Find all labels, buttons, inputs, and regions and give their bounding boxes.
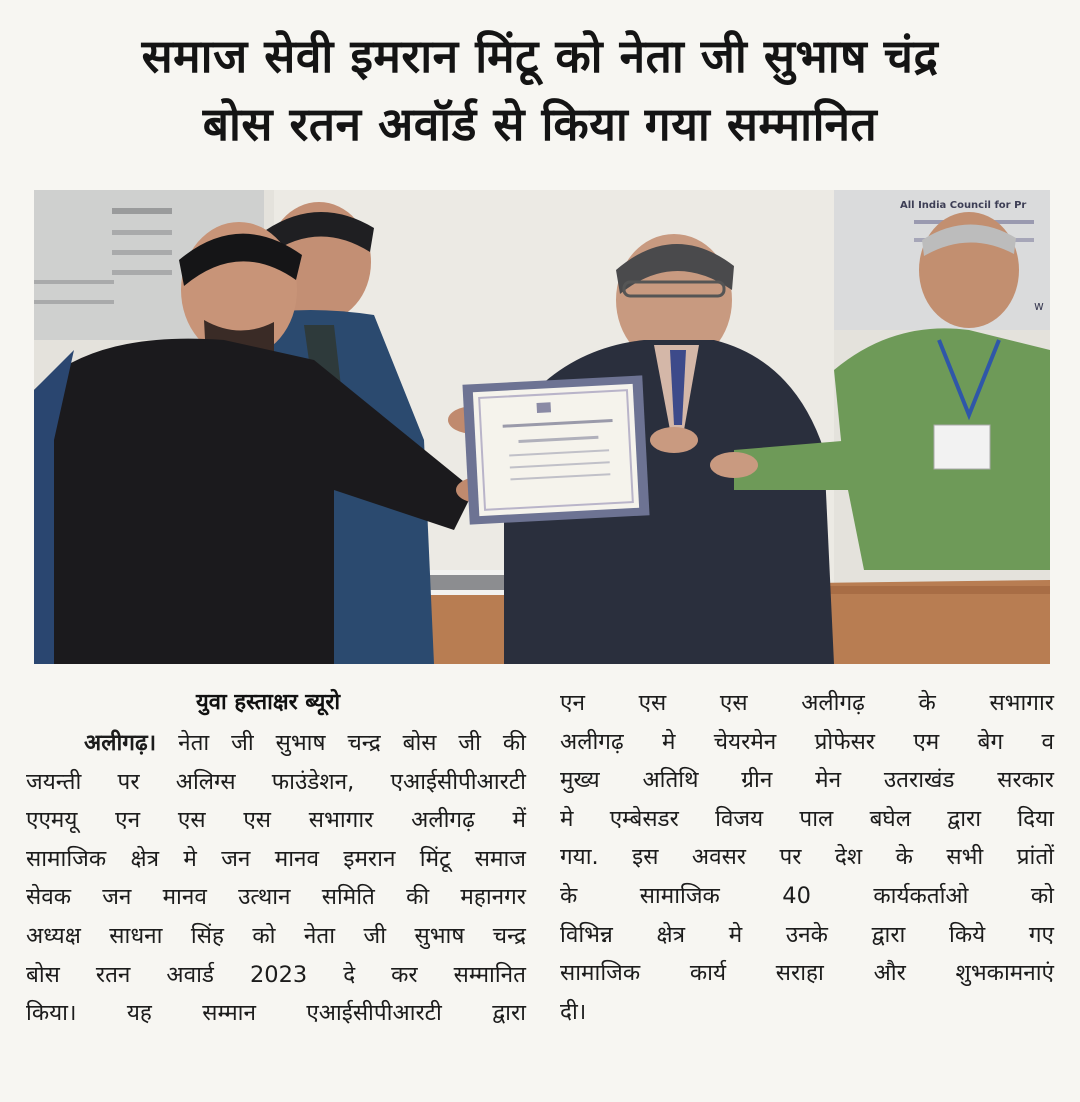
certificate bbox=[462, 375, 649, 524]
byline: युवा हस्ताक्षर ब्यूरो bbox=[196, 690, 341, 715]
article-line: बोस रतन अवार्ड 2023 दे कर सम्मानित bbox=[26, 961, 526, 988]
headline bbox=[20, 22, 1060, 158]
article-column-left bbox=[26, 724, 526, 1033]
article-line: जयन्ती पर अलिग्स फाउंडेशन, एआईसीपीआरटी bbox=[26, 768, 526, 795]
article-line: मुख्य अतिथि ग्रीन मेन उतराखंड सरकार bbox=[560, 767, 1054, 794]
headline-line-1: समाज सेवी इमरान मिंटू को नेता जी सुभाष चंद्र bbox=[141, 29, 939, 83]
article-line: अध्यक्ष साधना सिंह को नेता जी सुभाष चन्द्र bbox=[26, 922, 526, 949]
article-line: सामाजिक क्षेत्र मे जन मानव इमरान मिंटू समाज bbox=[26, 845, 526, 872]
headline-line-2: बोस रतन अवॉर्ड से किया गया सम्मानित bbox=[202, 97, 878, 151]
article-line: सामाजिक कार्य सराहा और शुभकामनाएं bbox=[560, 960, 1054, 987]
board-text-2: w bbox=[1034, 299, 1044, 313]
dateline: अलीगढ़। bbox=[84, 730, 157, 756]
article-line: सेवक जन मानव उत्थान समिति की महानगर bbox=[26, 884, 526, 911]
article-text: नेता जी सुभाष चन्द्र बोस जी की bbox=[178, 730, 526, 756]
article-line bbox=[26, 724, 526, 763]
article-line: दी। bbox=[560, 998, 587, 1025]
article-line: किया। यह सम्मान एआईसीपीआरटी द्वारा bbox=[26, 1000, 526, 1027]
article-line: अलीगढ़ मे चेयरमेन प्रोफेसर एम बेग व bbox=[560, 728, 1054, 755]
board-text: All India Council for Pr bbox=[900, 200, 1027, 211]
news-photo bbox=[34, 190, 1050, 664]
article-line: मे एम्बेसडर विजय पाल बघेल द्वारा दिया bbox=[560, 805, 1054, 832]
article-column-right bbox=[560, 684, 1054, 1031]
article-line: विभिन्न क्षेत्र मे उनके द्वारा किये गए bbox=[560, 921, 1054, 948]
article-line: गया. इस अवसर पर देश के सभी प्रांतों bbox=[560, 844, 1054, 871]
article-line: एन एस एस अलीगढ़ के सभागार bbox=[560, 690, 1054, 716]
article-line: के सामाजिक 40 कार्यकर्ताओ को bbox=[560, 882, 1054, 909]
award-ceremony-photo bbox=[34, 190, 1050, 664]
article-line: एएमयू एन एस एस सभागार अलीगढ़ में bbox=[26, 807, 526, 834]
